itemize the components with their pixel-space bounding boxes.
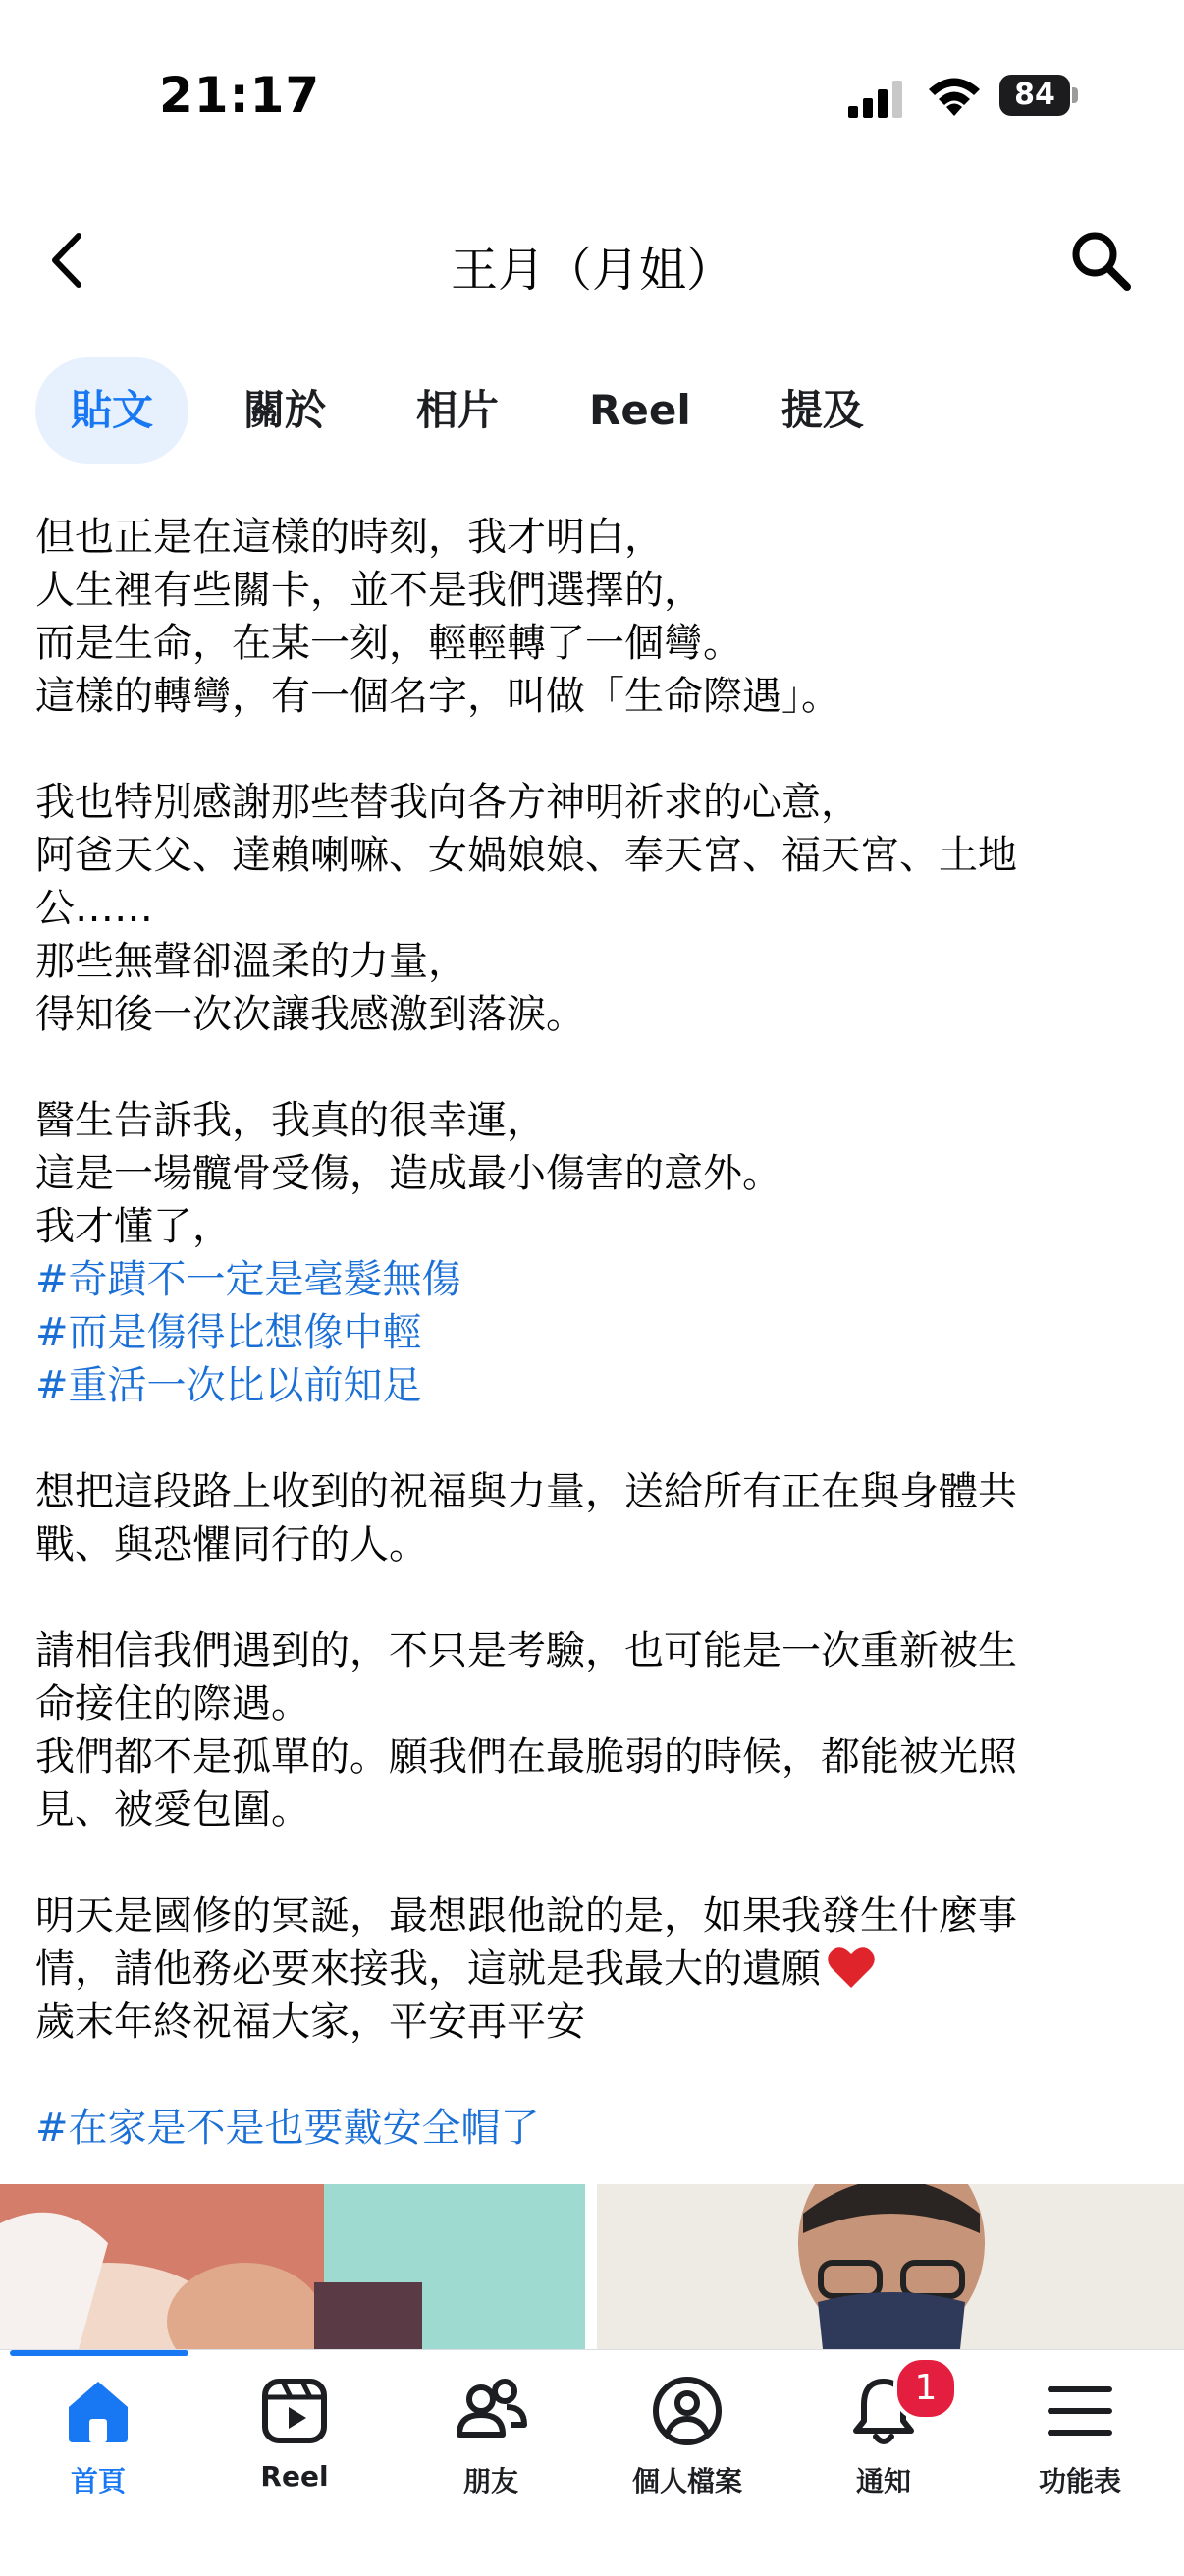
post-line-text[interactable]: #而是傷得比想像中輕	[35, 1310, 422, 1355]
post-photo-1[interactable]	[0, 2184, 585, 2349]
post-line-text: 阿爸天父、達賴喇嘛、女媧娘娘、奉天宮、福天宮、土地	[35, 833, 1017, 878]
post-line	[35, 776, 1155, 829]
post-line	[35, 1996, 1155, 2049]
friends-icon	[454, 2374, 528, 2448]
page-title: 王月（月姐）	[450, 243, 733, 298]
post-line-text[interactable]: #在家是不是也要戴安全帽了	[35, 2106, 540, 2151]
post-text	[35, 511, 1155, 2155]
post-line-text: 命接住的際遇。	[35, 1681, 310, 1726]
post-line	[35, 988, 1155, 1041]
nav-notifications-label: 通知	[855, 2465, 911, 2497]
post-line-text: 而是生命，在某一刻，輕輕轉了一個彎。	[35, 621, 742, 666]
menu-icon	[1043, 2374, 1117, 2448]
post-line-text: 我才懂了，	[35, 1204, 232, 1249]
post-line	[35, 511, 1155, 564]
post-photos	[0, 2184, 1184, 2349]
nav-menu-label: 功能表	[1038, 2465, 1121, 2497]
post-line	[35, 882, 1155, 935]
hashtag-line[interactable]	[35, 1306, 1155, 1359]
heart-emoji-icon	[827, 1945, 876, 1990]
bottom-nav	[0, 2349, 1184, 2576]
post-line	[35, 723, 1155, 776]
nav-home[interactable]	[0, 2374, 196, 2499]
nav-notifications[interactable]	[785, 2368, 982, 2499]
post-line	[35, 1200, 1155, 1253]
post-line	[35, 1041, 1155, 1094]
post-line-text: 那些無聲卻溫柔的力量，	[35, 939, 467, 984]
profile-icon	[650, 2374, 725, 2448]
post-line	[35, 1730, 1155, 1783]
post-line	[35, 829, 1155, 882]
post-line	[35, 2049, 1155, 2102]
post-line	[35, 1571, 1155, 1624]
nav-reels[interactable]	[196, 2374, 393, 2493]
post-line	[35, 1094, 1155, 1147]
post-line-text: 這樣的轉彎，有一個名字，叫做「生命際遇」。	[35, 674, 840, 719]
nav-friends-label: 朋友	[462, 2465, 518, 2497]
post-line	[35, 1147, 1155, 1200]
post-line-text: 請相信我們遇到的，不只是考驗，也可能是一次重新被生	[35, 1628, 1017, 1673]
wifi-icon	[925, 73, 984, 118]
tab-reels[interactable]: Reel	[589, 386, 691, 434]
notification-badge: 1	[893, 2356, 958, 2421]
post-line	[35, 617, 1155, 670]
tab-posts[interactable]: 貼文	[35, 357, 188, 464]
nav-home-label: 首頁	[70, 2465, 126, 2497]
hashtag-line[interactable]	[35, 2102, 1155, 2155]
post-line-text[interactable]: #重活一次比以前知足	[35, 1363, 422, 1408]
clock: 21:17	[159, 67, 321, 124]
post-line-text: 公……	[35, 886, 153, 931]
post-line	[35, 1783, 1155, 1836]
post-line-text: 我也特別感謝那些替我向各方神明祈求的心意，	[35, 780, 860, 825]
post-line	[35, 1412, 1155, 1465]
post-line-text: 得知後一次次讓我感激到落淚。	[35, 992, 585, 1037]
post-line-text: 醫生告訴我，我真的很幸運，	[35, 1098, 546, 1143]
post-line	[35, 1624, 1155, 1677]
post-line-text: 這是一場髖骨受傷，造成最小傷害的意外。	[35, 1151, 781, 1196]
home-icon	[61, 2374, 135, 2448]
search-icon[interactable]	[1068, 228, 1133, 293]
post-line	[35, 935, 1155, 988]
post-line-text[interactable]: #奇蹟不一定是毫髮無傷	[35, 1257, 461, 1302]
post-line	[35, 1943, 1155, 1996]
page-header	[0, 206, 1184, 314]
nav-reels-label: Reel	[260, 2460, 329, 2493]
post-line-text: 人生裡有些關卡，並不是我們選擇的，	[35, 568, 703, 613]
post-line	[35, 564, 1155, 617]
post-line	[35, 1465, 1155, 1518]
cellular-signal-icon	[848, 79, 903, 118]
post-line-text: 但也正是在這樣的時刻，我才明白，	[35, 515, 664, 560]
nav-friends[interactable]	[393, 2374, 589, 2499]
reel-icon	[257, 2374, 332, 2448]
active-tab-indicator	[10, 2350, 188, 2356]
profile-tabs	[35, 357, 919, 464]
nav-profile-label: 個人檔案	[631, 2465, 742, 2497]
post-line	[35, 1677, 1155, 1730]
status-bar	[0, 0, 1184, 187]
post-line-text: 歲末年終祝福大家，平安再平安	[35, 2000, 585, 2045]
post-photo-2[interactable]	[597, 2184, 1184, 2349]
post-line	[35, 1890, 1155, 1943]
post-line-text: 明天是國修的冥誕，最想跟他說的是，如果我發生什麼事	[35, 1893, 1017, 1939]
post-line-text: 想把這段路上收到的祝福與力量，送給所有正在與身體共	[35, 1469, 1017, 1514]
post-line-text: 我們都不是孤單的。願我們在最脆弱的時候，都能被光照	[35, 1734, 1017, 1780]
battery-level: 84	[999, 75, 1070, 116]
post-line	[35, 1836, 1155, 1890]
post-line-text: 戰、與恐懼同行的人。	[35, 1522, 428, 1567]
post-line-text: 見、被愛包圍。	[35, 1787, 310, 1833]
post-line-text: 情，請他務必要來接我，這就是我最大的遺願	[35, 1946, 821, 1992]
hashtag-line[interactable]	[35, 1359, 1155, 1412]
tab-mentions[interactable]: 提及	[780, 386, 864, 434]
nav-profile[interactable]	[589, 2374, 785, 2499]
tab-about[interactable]: 關於	[243, 386, 327, 434]
hashtag-line[interactable]	[35, 1253, 1155, 1306]
battery-icon	[999, 75, 1080, 116]
post-line	[35, 1518, 1155, 1571]
tab-photos[interactable]: 相片	[416, 386, 500, 434]
post-line	[35, 670, 1155, 723]
nav-menu[interactable]	[982, 2374, 1178, 2499]
